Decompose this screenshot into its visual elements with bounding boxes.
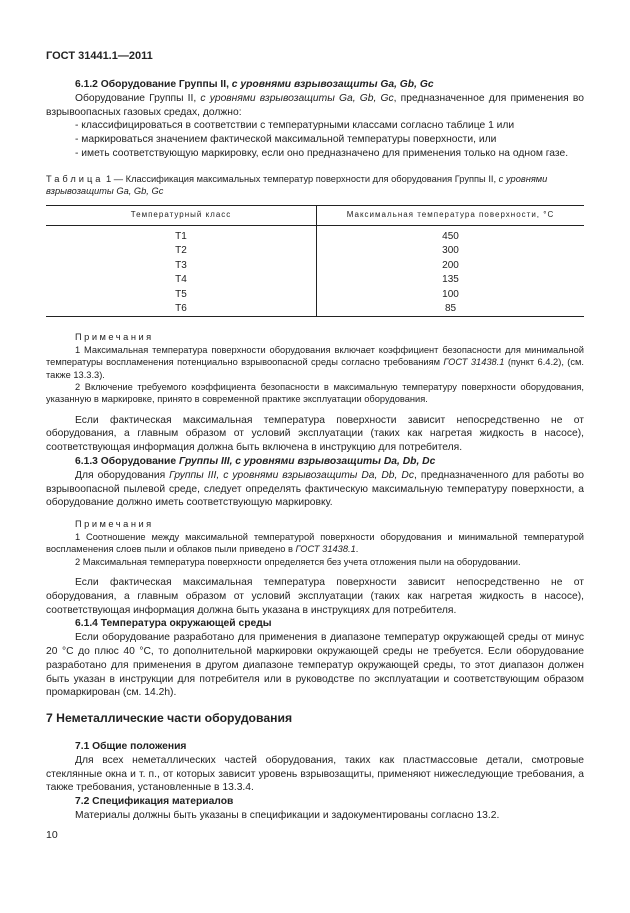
table-cell-temperature: 135 [442,274,459,286]
column-header-temperature: Максимальная температура поверхности, °С [317,205,585,225]
section-7-2-heading: 7.2 Спецификация материалов [75,796,234,808]
section-6-1-2-heading [46,78,584,92]
paragraph-text: Для оборудования [75,469,170,481]
note-text-end: . [355,544,359,555]
table-cell-temperature: 200 [442,259,459,271]
paragraph: Если фактическая максимальная температура поверхности зависит непосредственно не от оборудования, а главным образом от условий эксплуатации (таких как нагретая жидкость в насосе), соответствующая информация должна быть включена в инструкцию для потребителя. [46,414,584,454]
page-number: 10 [46,829,58,841]
table-row [46,225,584,244]
document-body [46,78,584,823]
table-cell-class: T1 [46,225,317,244]
table-cell-temperature: 450 [442,230,459,242]
intro-emphasis: с уровнями взрывозащиты Ga, Gb, Gc [200,92,394,104]
note-text: 1 Соотношение между максимальной температурой поверхности оборудования и минимальной температурой воспламенения слоев пыли и облаков пыли приведено в [46,532,584,555]
section-6-1-3-paragraph [46,469,584,510]
table-cell-class: T3 [46,259,317,273]
list-item: - иметь соответствующую маркировку, если оно предназначено для применения только на одном газе. [75,147,569,159]
table-cell-class: T6 [46,302,317,317]
heading-text: 6.1.3 Оборудование [75,456,179,467]
note-text-end: (пункт 6.4.2), (см. также 13.3.3). [46,357,584,380]
table-1-caption [46,173,584,198]
notes-title: Примечания [75,332,154,343]
note-1 [46,344,584,381]
table-cell-temperature: 85 [317,302,585,317]
caption-label: Таблица [46,173,104,184]
section-7-2-paragraph: Материалы должны быть указаны в спецификации и задокументированы согласно 13.2. [75,810,500,822]
section-6-1-4-paragraph: Если оборудование разработано для применения в диапазоне температур окружающей среды от минус 20 °С до плюс 40 °С, то дополнительной маркировки окружающей среды не требуется. Если оборудование разработано для применения в другом диапазоне температур окружающей среды, то этот диапазон должен быть указан в инструкции для потребителя или в руководстве по эксплуатации и соответствующим образом промаркирован (см. 14.2h). [46,632,584,699]
table-row [46,302,584,317]
table-cell-class: T5 [46,287,317,301]
section-6-1-2-intro [46,92,584,120]
section-6-1-3-heading [46,455,584,469]
intro-text-end: , предназначенное для применения во взрывоопасных газовых средах, должно: [46,92,584,118]
table-cell-temperature: 300 [442,245,459,257]
table-header-row [46,205,584,225]
table-row [46,287,584,301]
note-2: 2 Включение требуемого коэффициента безопасности в максимальную температуру поверхности оборудования, указанную в маркировке, принято в современной практике эксплуатации оборудования. [46,382,584,405]
section-7-1-heading: 7.1 Общие положения [75,741,187,753]
paragraph: Если фактическая максимальная температура поверхности зависит непосредственно не от оборудования, а главным образом от условий эксплуатации (таких как нагретая жидкость в насосе), соответствующая информация должна быть указана в инструкциях для потребителя. [46,577,584,616]
note-reference: ГОСТ 31438.1 [295,544,356,555]
table-row [46,259,584,273]
caption-emphasis: с уровнями взрывозащиты Ga, Gb, Gc [46,173,548,197]
heading-text: 6.1.2 Оборудование Группы II, [75,79,232,90]
list-item: - классифицироваться в соответствии с температурными классами согласно таблице 1 или [75,120,515,132]
table-row [46,244,584,258]
section-7-heading: 7 Неметаллические части оборудования [46,711,293,726]
note-1 [46,531,584,556]
column-header-class: Температурный класс [46,205,317,225]
table-1 [46,205,584,317]
section-7-1-paragraph: Для всех неметаллических частей оборудования, таких как пластмассовые детали, смотровые стеклянные окна и т. п., от которых зависит уровень взрывозащиты, применяют нижеследующие требования, а также требования, установленные в 13.3.4. [46,754,584,794]
table-cell-class: T4 [46,273,317,287]
table-cell-class: T2 [46,244,317,258]
table-row [46,273,584,287]
table-cell-temperature: 100 [442,288,459,300]
heading-emphasis: Группы III, с уровнями взрывозащиты Da, Db, Dc [178,456,436,467]
note-2: 2 Максимальная температура поверхности определяется без учета отложения пыли на оборудовании. [75,556,521,567]
paragraph-emphasis: Группы III, с уровнями взрывозащиты Da, Db, Dc [169,469,414,481]
caption-text: 1 — Классификация максимальных температур поверхности для оборудования Группы II, [103,173,499,184]
note-text: 1 Максимальная температура поверхности оборудования включает коэффициент безопасности для минимальной температуры воспламенения потенциально взрывоопасной среды согласно требованиям [46,345,584,368]
paragraph-text-end: , предназначенного для работы во взрывоопасной пылевой среде, следует определять фактическую максимальную температуру поверхности, а оборудование должно иметь соответствующую маркировку. [46,469,584,509]
section-6-1-4-heading: 6.1.4 Температура окружающей среды [75,618,272,630]
notes-title: Примечания [75,519,154,530]
heading-emphasis: с уровнями взрывозащиты Ga, Gb, Gc [231,79,434,90]
note-reference: ГОСТ 31438.1 [443,357,505,368]
document-header: ГОСТ 31441.1—2011 [46,50,153,62]
list-item: - маркироваться значением фактической максимальной температуры поверхности, или [75,134,497,146]
intro-text: Оборудование Группы II, [75,92,201,104]
